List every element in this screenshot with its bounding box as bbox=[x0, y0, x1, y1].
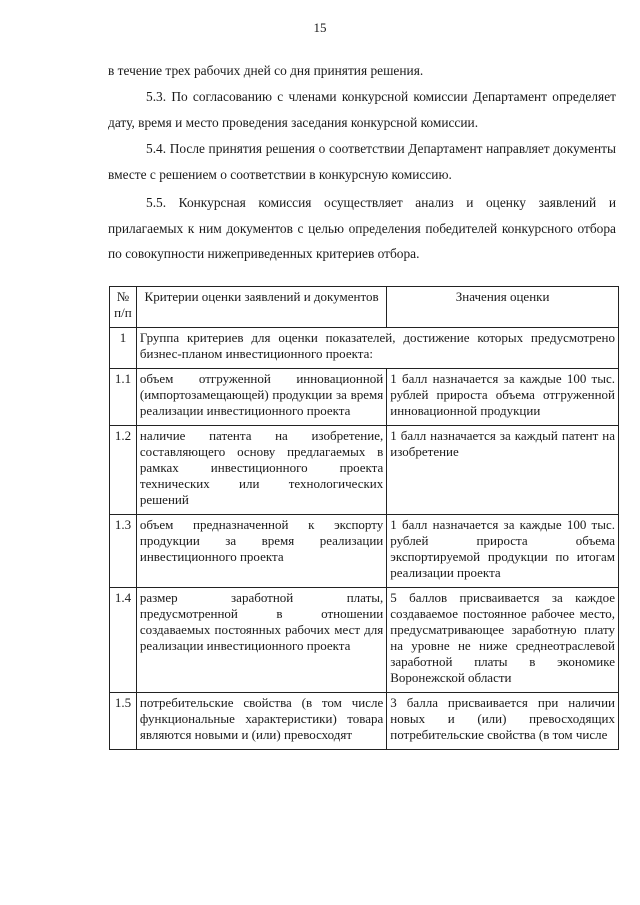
row-number: 1.3 bbox=[110, 515, 137, 588]
row-criteria: размер заработной платы, предусмотренной в отношении создаваемых постоянных рабочих мест для реализации инвестиционного проекта bbox=[136, 588, 386, 693]
row-criteria: объем предназначенной к экспорту продукции за время реализации инвестиционного проекта bbox=[136, 515, 386, 588]
paragraph-continuation: в течение трех рабочих дней со дня принятия решения. bbox=[108, 63, 424, 78]
paragraph-5-5: 5.5. Конкурсная комиссия осуществляет анализ и оценку заявлений и прилагаемых к ним документов с целью определения победителей конкурсного отбора по совокупности нижеприведенных критериев отбора. bbox=[108, 195, 616, 261]
row-criteria: наличие патента на изобретение, составляющего основу предлагаемых в рамках инвестиционного проекта технических или технологических решений bbox=[136, 426, 386, 515]
row-criteria: объем отгруженной инновационной (импортозамещающей) продукции за время реализации инвестиционного проекта bbox=[136, 369, 386, 426]
table-row bbox=[110, 369, 619, 426]
header-number: № п/п bbox=[110, 287, 137, 328]
row-value: 1 балл назначается за каждый патент на изобретение bbox=[387, 426, 619, 515]
paragraph-5-4: 5.4. После принятия решения о соответствии Департамент направляет документы вместе с решением о соответствии в конкурсную комиссию. bbox=[108, 141, 616, 182]
header-criteria: Критерии оценки заявлений и документов bbox=[136, 287, 386, 328]
group-number: 1 bbox=[110, 328, 137, 369]
group-row bbox=[110, 328, 619, 369]
row-number: 1.4 bbox=[110, 588, 137, 693]
table-header-row bbox=[110, 287, 619, 328]
paragraph-5-3: 5.3. По согласованию с членами конкурсной комиссии Департамент определяет дату, время и место проведения заседания конкурсной комиссии. bbox=[108, 89, 616, 130]
header-value: Значения оценки bbox=[387, 287, 619, 328]
table-row bbox=[110, 588, 619, 693]
row-criteria: потребительские свойства (в том числе функциональные характеристики) товара являются новыми и (или) превосходят bbox=[136, 693, 386, 750]
criteria-table bbox=[109, 286, 619, 750]
row-number: 1.5 bbox=[110, 693, 137, 750]
row-value: 1 балл назначается за каждые 100 тыс. рублей прироста объема экспортируемой продукции по итогам реализации проекта bbox=[387, 515, 619, 588]
row-value: 5 баллов присваивается за каждое создаваемое постоянное рабочее место, предусматривающее заработную плату на уровне не ниже среднеотраслевой заработной платы в экономике Воронежской области bbox=[387, 588, 619, 693]
table-row bbox=[110, 426, 619, 515]
page-number: 15 bbox=[313, 20, 327, 35]
row-value: 1 балл назначается за каждые 100 тыс. рублей прироста объема отгруженной инновационной продукции bbox=[387, 369, 619, 426]
row-number: 1.1 bbox=[110, 369, 137, 426]
row-value: 3 балла присваивается при наличии новых и (или) превосходящих потребительские свойства (в том числе bbox=[387, 693, 619, 750]
table-row bbox=[110, 693, 619, 750]
table-row bbox=[110, 515, 619, 588]
group-text: Группа критериев для оценки показателей, достижение которых предусмотрено бизнес-планом инвестиционного проекта: bbox=[136, 328, 618, 369]
row-number: 1.2 bbox=[110, 426, 137, 515]
